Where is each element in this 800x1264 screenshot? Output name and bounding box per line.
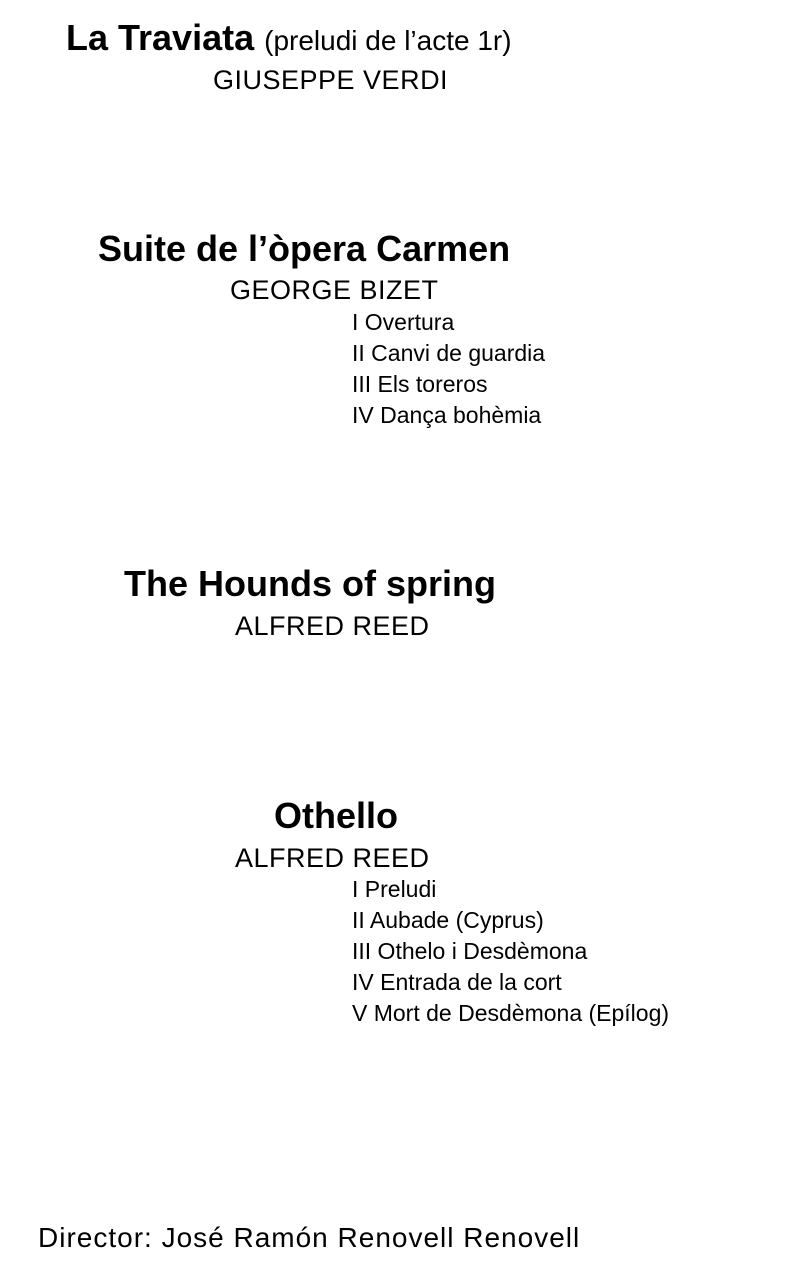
piece-title-text: La Traviata bbox=[66, 17, 255, 58]
composer-bizet: GEORGE BIZET bbox=[230, 275, 439, 305]
movement-item: IV Entrada de la cort bbox=[352, 969, 562, 995]
movement-item: II Aubade (Cyprus) bbox=[352, 907, 544, 933]
movement-item: I Overtura bbox=[352, 309, 455, 335]
director-credit: Director: José Ramón Renovell Renovell bbox=[38, 1222, 581, 1253]
movement-item: III Othelo i Desdèmona bbox=[352, 938, 588, 964]
movement-item: II Canvi de guardia bbox=[352, 340, 546, 366]
movement-item: IV Dança bohèmia bbox=[352, 402, 542, 428]
piece-title-othello: Othello bbox=[274, 795, 398, 836]
movement-list-carmen bbox=[352, 307, 545, 431]
piece-subtitle: (preludi de l’acte 1r) bbox=[264, 25, 512, 56]
movement-item: I Preludi bbox=[352, 876, 437, 902]
movement-list-othello bbox=[352, 874, 669, 1029]
piece-title-traviata bbox=[66, 18, 512, 61]
composer-reed-othello: ALFRED REED bbox=[235, 843, 430, 873]
composer-verdi: GIUSEPPE VERDI bbox=[213, 65, 449, 95]
piece-title-hounds: The Hounds of spring bbox=[124, 563, 496, 604]
movement-item: V Mort de Desdèmona (Epílog) bbox=[352, 1000, 670, 1026]
movement-item: III Els toreros bbox=[352, 371, 488, 397]
composer-reed-hounds: ALFRED REED bbox=[235, 611, 430, 641]
piece-title-carmen: Suite de l’òpera Carmen bbox=[98, 228, 511, 269]
